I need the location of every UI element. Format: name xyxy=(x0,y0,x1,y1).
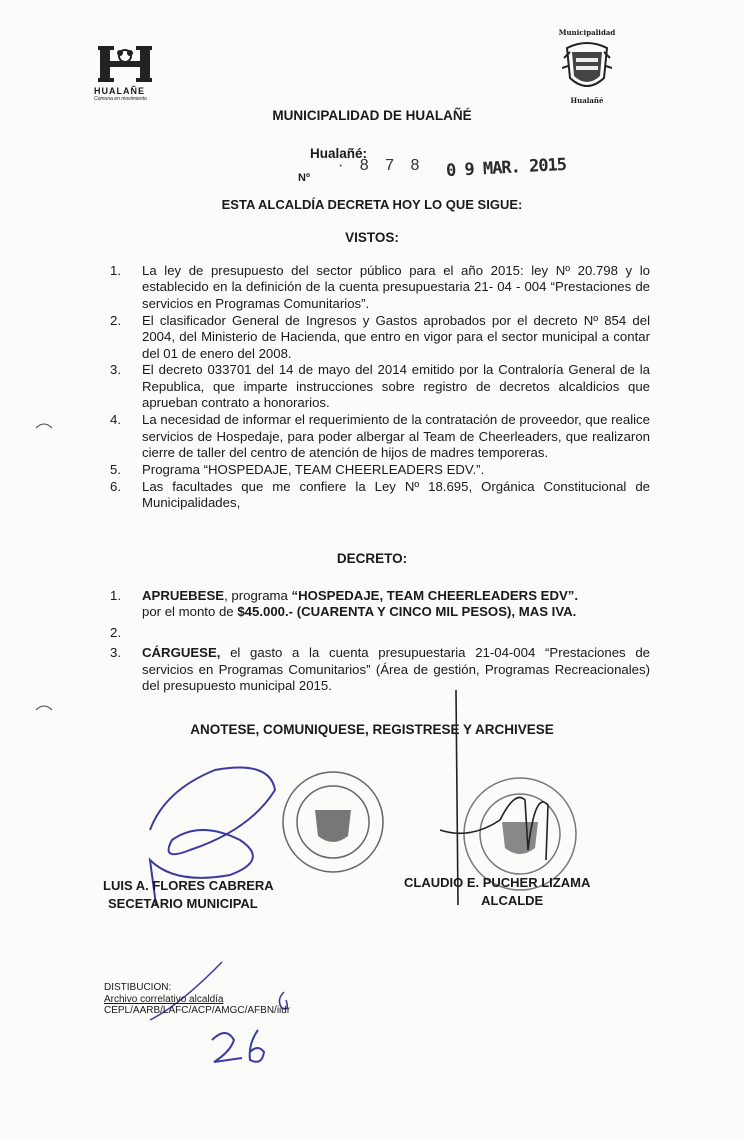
secretary-name: LUIS A. FLORES CABRERA xyxy=(103,878,274,893)
charge-verb: CÁRGUESE, xyxy=(142,645,221,661)
list-item xyxy=(110,313,650,362)
list-item xyxy=(110,462,650,478)
item-text: , programa xyxy=(224,588,292,603)
decreto-list xyxy=(110,588,650,698)
list-item xyxy=(110,362,650,411)
decree-intro: ESTA ALCALDÍA DECRETA HOY LO QUE SIGUE: xyxy=(221,197,523,212)
item-text: por el monto de xyxy=(142,604,238,620)
item-number: 4. xyxy=(110,412,121,428)
item-number: 3. xyxy=(110,362,121,378)
item-number: 2. xyxy=(110,312,121,328)
seal-top-label: Municipalidad xyxy=(558,28,616,37)
decree-number-prefix: Nº xyxy=(298,172,310,184)
margin-mark-icon xyxy=(36,424,52,428)
secretary-stamp-icon xyxy=(283,772,383,872)
coat-of-arms-icon xyxy=(562,38,612,96)
distribution-label: DISTIBUCION: xyxy=(104,982,172,993)
decree-city: Hualañé: xyxy=(310,146,368,161)
list-item xyxy=(110,645,650,694)
item-number: 3. xyxy=(110,645,121,661)
item-text: La necesidad de informar el requerimiento de la contratación de proveedor, que realice servicios de Hospedaje, para poder albergar al Team de Cheerleaders, que realizaron cierre de taller del centro de atención de hijos de madres temporeras. xyxy=(142,412,650,460)
item-text: La ley de presupuesto del sector público para el año 2015: ley Nº 20.798 y lo establecido en la definición de la cuenta presupuestaria 21- 04 - 004 “Prestaciones de servicios en Programas Comunitarios”. xyxy=(142,263,650,311)
item-text: Las facultades que me confiere la Ley Nº 18.695, Orgánica Constitucional de Municipalidades, xyxy=(142,478,650,511)
municipality-logo xyxy=(94,44,164,102)
distribution-line: Archivo correlativo alcaldía xyxy=(104,993,224,1005)
item-text: El decreto 033701 del 14 de mayo del 2014 emitido por la Contraloría General de la Republica, que imparte instrucciones sobre registro de decretos alcaldicios que aprueban contrato a honorarios. xyxy=(142,362,650,411)
list-item xyxy=(110,263,650,312)
item-text: Programa “HOSPEDAJE, TEAM CHEERLEADERS EDV.”. xyxy=(142,461,485,477)
mayor-title: ALCALDE xyxy=(481,893,544,908)
list-item xyxy=(110,412,650,461)
item-number: 1. xyxy=(110,588,121,603)
logo-tagline: Comuna en movimiento xyxy=(94,96,147,102)
program-name: “HOSPEDAJE, TEAM CHEERLEADERS EDV”. xyxy=(291,588,579,603)
distribution-block xyxy=(104,982,290,1017)
margin-mark-icon xyxy=(36,706,52,710)
vistos-heading: VISTOS: xyxy=(345,230,399,245)
date-stamp: 0 9 MAR. 2015 xyxy=(445,154,567,182)
decree-number: · 8 7 8 xyxy=(338,157,426,174)
mayor-signature-block xyxy=(404,874,590,910)
hualane-h-logo-icon xyxy=(96,44,154,84)
amount: $45.000.- (CUARENTA Y CINCO MIL PESOS), MAS IVA. xyxy=(237,604,577,620)
seal-bottom-label: Hualañé xyxy=(570,96,604,105)
vistos-list xyxy=(110,263,650,512)
distribution-line: CEPL/AARB/LAFC/ACP/AMGC/AFBN/iidr xyxy=(104,1005,291,1016)
approve-verb: APRUEBESE xyxy=(142,588,225,603)
list-item xyxy=(110,588,650,621)
logo-name: HUALAÑE xyxy=(94,86,145,96)
municipal-seal xyxy=(554,28,620,108)
item-text: el gasto a la cuenta presupuestaria 21-04-004 “Prestaciones de servicios en Programas Comunitarios” (Área de gestión, Programas Recreacionales) del presupuesto municipal 2015. xyxy=(142,645,650,694)
mayor-name: CLAUDIO E. PUCHER LIZAMA xyxy=(404,875,591,890)
item-number: 1. xyxy=(110,263,121,278)
item-number: 2. xyxy=(110,624,121,640)
handwritten-26-icon xyxy=(212,1030,264,1062)
list-item xyxy=(110,479,650,512)
list-item xyxy=(110,625,650,641)
item-number: 5. xyxy=(110,461,121,477)
closing-formula: ANOTESE, COMUNIQUESE, REGISTRESE Y ARCHIVESE xyxy=(190,722,554,737)
document-title: MUNICIPALIDAD DE HUALAÑÉ xyxy=(272,108,472,123)
secretary-signature-block xyxy=(103,877,274,913)
item-text: El clasificador General de Ingresos y Gastos aprobados por el decreto Nº 854 del 2004, del Ministerio de Hacienda, que entro en vigor para el sector municipal a contar del 01 de enero del 2008. xyxy=(142,312,650,361)
secretary-title: SECETARIO MUNICIPAL xyxy=(108,896,258,911)
item-number: 6. xyxy=(110,478,121,494)
decreto-heading: DECRETO: xyxy=(336,551,408,566)
